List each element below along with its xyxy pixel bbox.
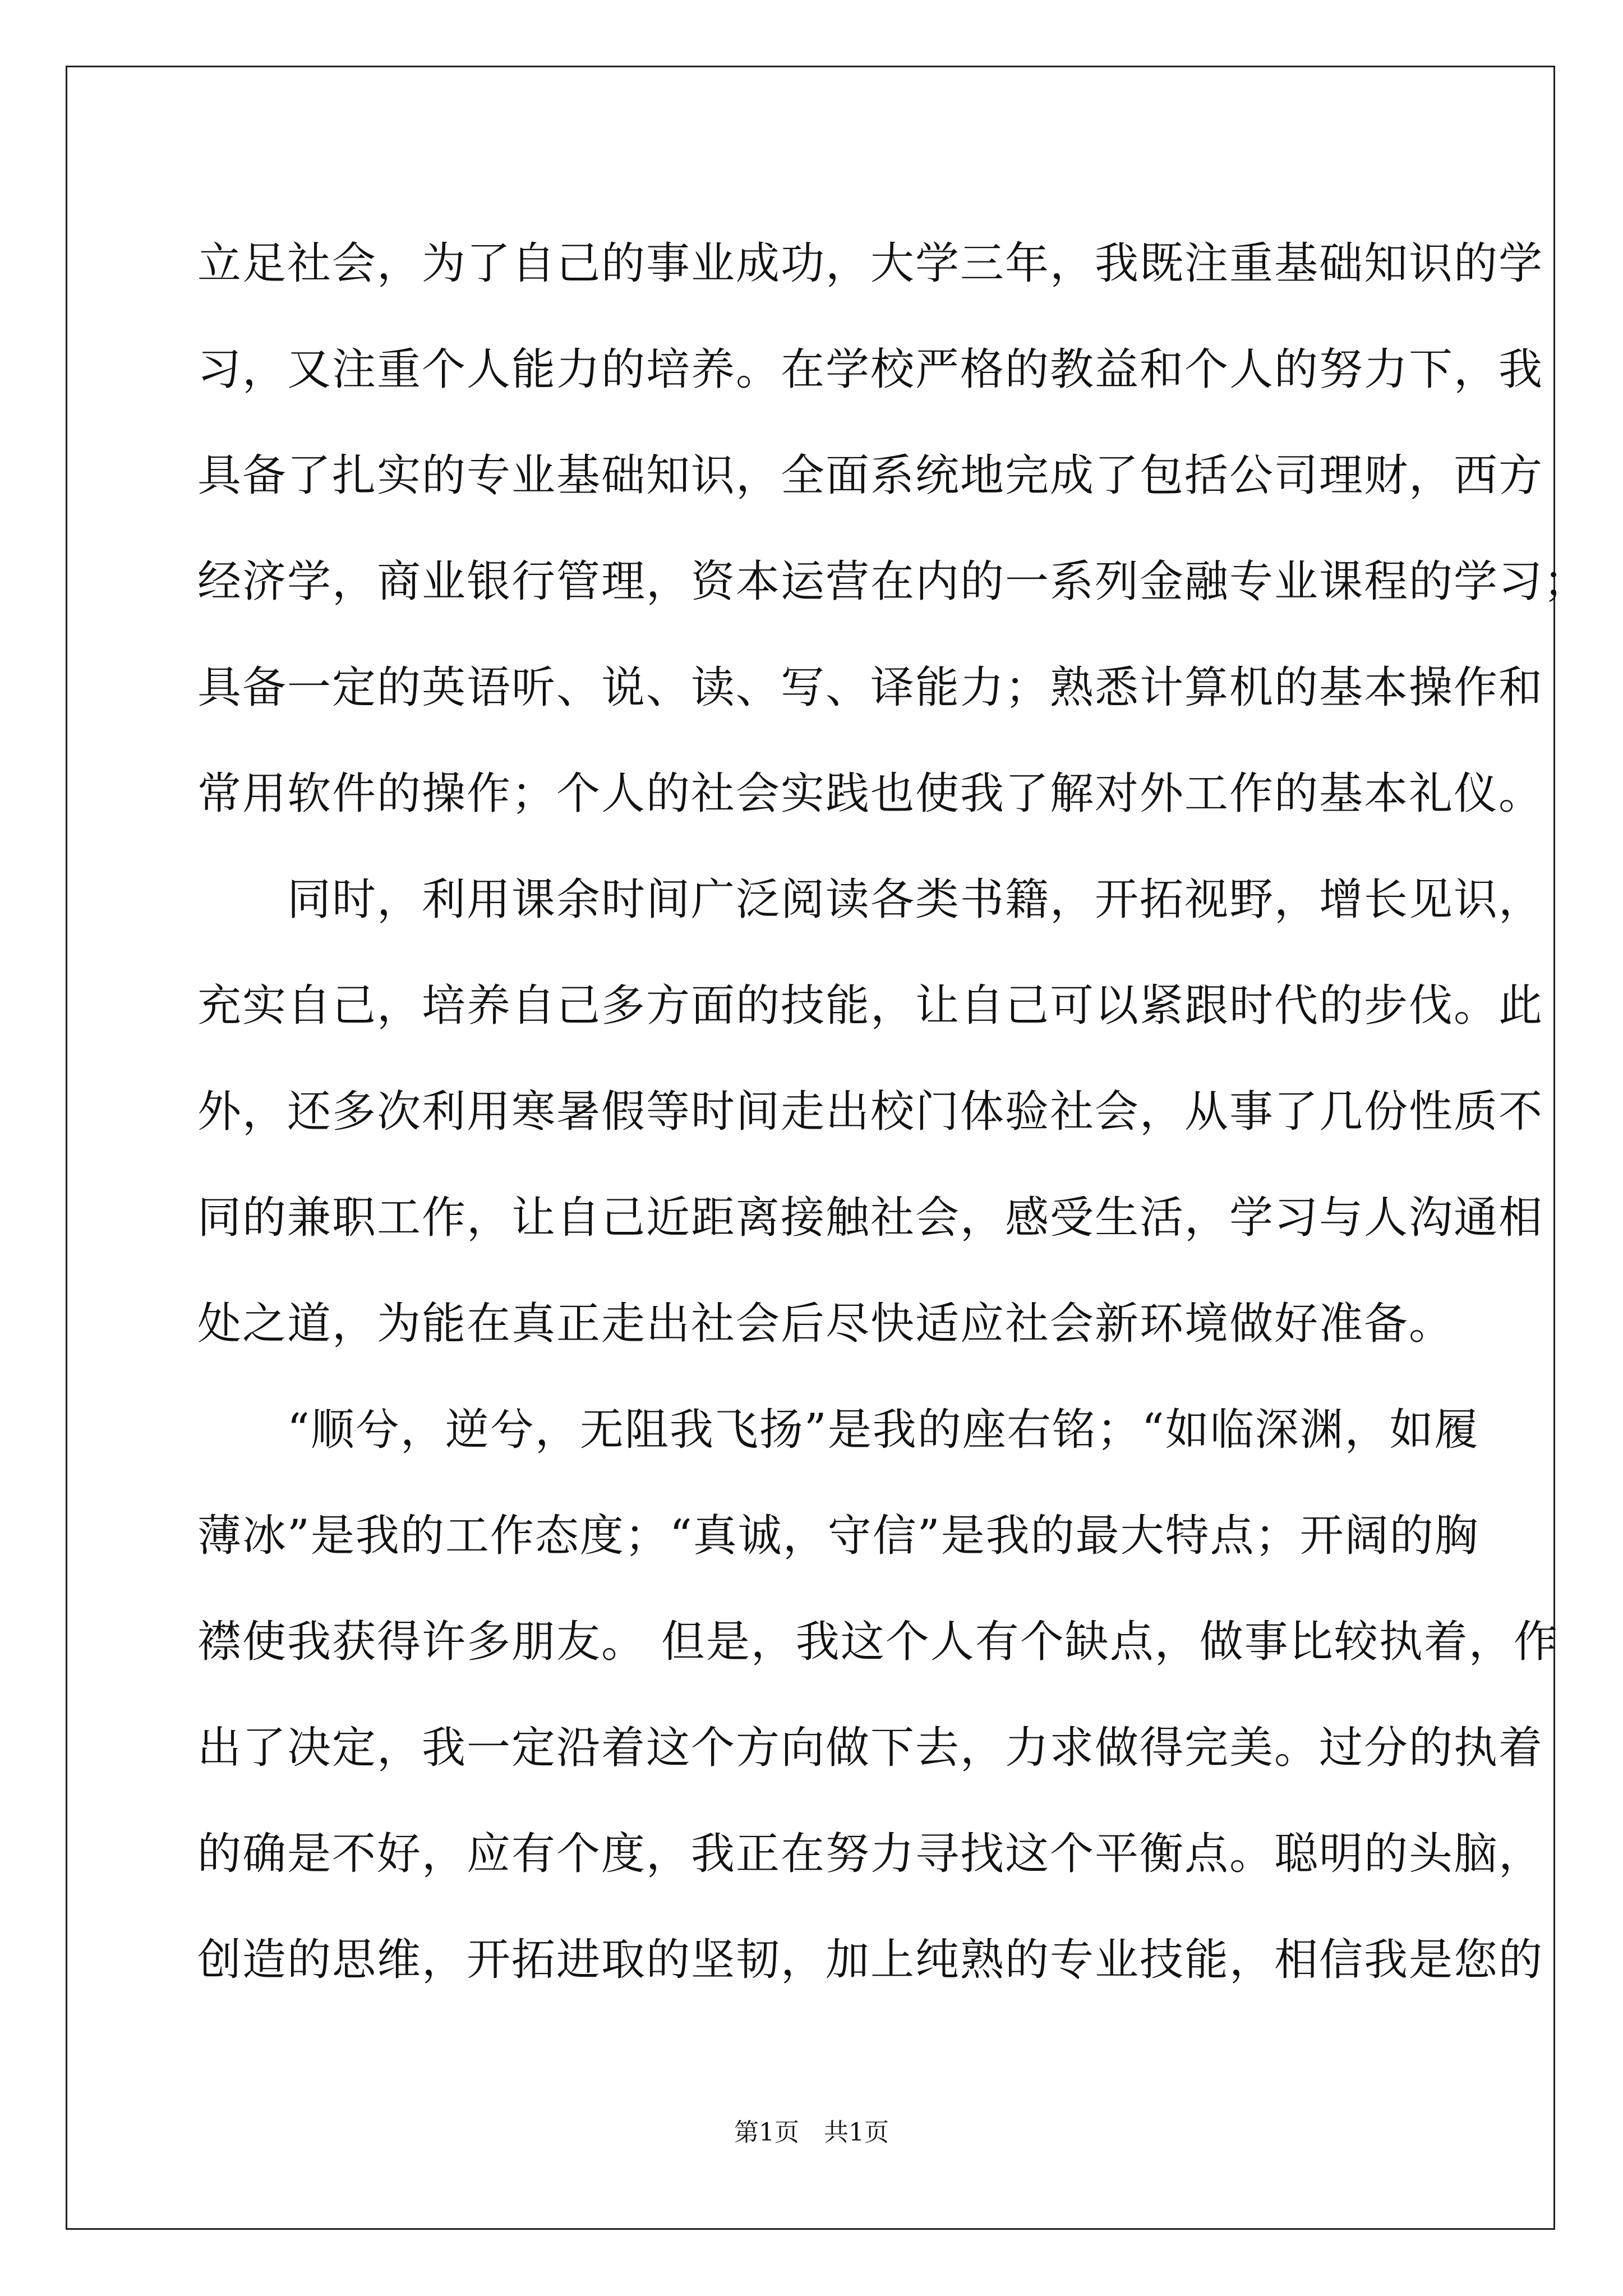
text-line: 出了决定，我一定沿着这个方向做下去，力求做得完美。过分的执着 <box>197 1723 1544 1773</box>
text-line: 外，还多次利用寒暑假等时间走出校门体验社会，从事了几份性质不 <box>197 1087 1544 1137</box>
text-line: 同时，利用课余时间广泛阅读各类书籍，开拓视野，增长见识， <box>197 875 1544 925</box>
text-line: 经济学，商业银行管理，资本运营在内的一系列金融专业课程的学习； <box>197 556 1589 607</box>
text-line: 常用软件的操作；个人的社会实践也使我了解对外工作的基本礼仪。 <box>197 769 1544 819</box>
text-line: “顺兮，逆兮，无阻我飞扬”是我的座右铭；“如临深渊，如履 <box>197 1405 1479 1455</box>
text-line: 充实自己，培养自己多方面的技能，让自己可以紧跟时代的步伐。此 <box>197 981 1544 1031</box>
text-line: 立足社会，为了自己的事业成功，大学三年，我既注重基础知识的学 <box>197 238 1544 289</box>
text-line: 习，又注重个人能力的培养。在学校严格的教益和个人的努力下，我 <box>197 344 1544 395</box>
text-line: 的确是不好，应有个度，我正在努力寻找这个平衡点。聪明的头脑， <box>197 1829 1544 1879</box>
text-line: 具备一定的英语听、说、读、写、译能力；熟悉计算机的基本操作和 <box>197 662 1544 713</box>
text-line: 同的兼职工作，让自己近距离接触社会，感受生活，学习与人沟通相 <box>197 1193 1544 1243</box>
text-line: 具备了扎实的专业基础知识，全面系统地完成了包括公司理财，西方 <box>197 450 1544 501</box>
text-line: 处之道，为能在真正走出社会后尽快适应社会新环境做好准备。 <box>197 1299 1454 1349</box>
text-line: 创造的思维，开拓进取的坚韧，加上纯熟的专业技能，相信我是您的 <box>197 1935 1544 1985</box>
text-line: 薄冰”是我的工作态度；“真诚，守信”是我的最大特点；开阔的胸 <box>197 1511 1479 1561</box>
page-number: 第1页 共1页 <box>734 2118 889 2147</box>
text-line: 襟使我获得许多朋友。 但是，我这个人有个缺点，做事比较执着，作 <box>197 1617 1559 1667</box>
document-body <box>197 211 1589 2013</box>
